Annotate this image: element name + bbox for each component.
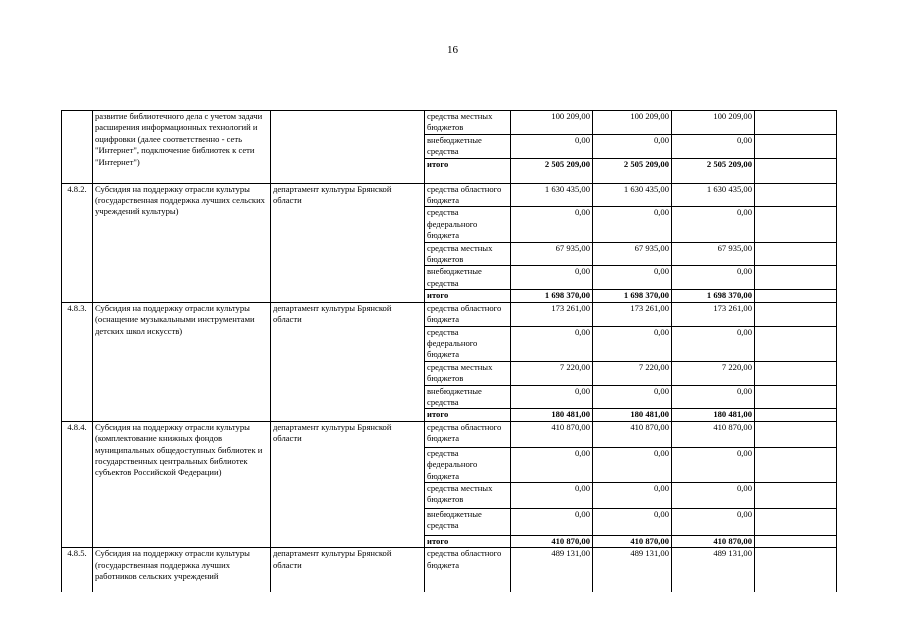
amount-cell: 0,00 [672,508,755,535]
amount-cell: 173 261,00 [593,302,672,326]
funding-source-cell: внебюджетные средства [425,385,511,409]
funding-source-cell: внебюджетные средства [425,266,511,290]
amount-cell: 0,00 [672,207,755,242]
amount-cell: 0,00 [672,482,755,508]
amount-cell: 0,00 [593,385,672,409]
amount-cell: 2 505 209,00 [672,158,755,183]
empty-cell [755,326,837,361]
funding-source-cell: итого [425,158,511,183]
amount-cell: 410 870,00 [672,535,755,547]
amount-cell: 1 698 370,00 [672,290,755,302]
executor-cell: департамент культуры Брянской области [271,421,425,548]
amount-cell: 2 505 209,00 [593,158,672,183]
table-row [62,548,837,592]
funding-source-cell: средства федерального бюджета [425,207,511,242]
amount-cell: 0,00 [511,326,593,361]
empty-cell [755,242,837,266]
amount-cell: 0,00 [511,508,593,535]
empty-cell [755,508,837,535]
amount-cell: 0,00 [511,447,593,482]
empty-cell [755,158,837,183]
amount-cell: 100 209,00 [511,111,593,135]
amount-cell: 0,00 [511,385,593,409]
item-code-cell: 4.8.2. [62,183,93,302]
empty-cell [755,111,837,135]
event-name-cell: Субсидия на поддержку отрасли культуры (комплектование книжных фондов муниципальных общедоступных библиотек и государственных центральных библиотек субъектов Российской Федерации) [93,421,271,548]
item-code-cell [62,111,93,184]
amount-cell: 0,00 [593,326,672,361]
amount-cell: 1 630 435,00 [672,183,755,207]
amount-cell: 0,00 [672,134,755,158]
amount-cell: 489 131,00 [593,548,672,592]
amount-cell: 67 935,00 [511,242,593,266]
event-name-cell: Субсидия на поддержку отрасли культуры (оснащение музыкальными инструментами детских школ искусств) [93,302,271,421]
empty-cell [755,421,837,447]
funding-source-cell: средства местных бюджетов [425,242,511,266]
funding-source-cell: средства областного бюджета [425,548,511,592]
amount-cell: 0,00 [511,134,593,158]
table-row [62,421,837,447]
amount-cell: 100 209,00 [672,111,755,135]
amount-cell: 489 131,00 [672,548,755,592]
funding-source-cell: итого [425,409,511,421]
amount-cell: 7 220,00 [672,361,755,385]
amount-cell: 7 220,00 [593,361,672,385]
amount-cell: 0,00 [672,266,755,290]
funding-source-cell: итого [425,535,511,547]
amount-cell: 180 481,00 [672,409,755,421]
funding-source-cell: средства областного бюджета [425,302,511,326]
amount-cell: 0,00 [593,482,672,508]
executor-cell [271,111,425,184]
funding-source-cell: средства местных бюджетов [425,111,511,135]
event-name-cell: Субсидия на поддержку отрасли культуры (государственная поддержка лучших сельских учреждений культуры) [93,183,271,302]
amount-cell: 0,00 [672,447,755,482]
amount-cell: 0,00 [511,482,593,508]
amount-cell: 100 209,00 [593,111,672,135]
executor-cell: департамент культуры Брянской области [271,548,425,592]
table-row [62,302,837,326]
funding-source-cell: средства местных бюджетов [425,482,511,508]
funding-source-cell: итого [425,290,511,302]
table-row [62,183,837,207]
amount-cell: 7 220,00 [511,361,593,385]
amount-cell: 173 261,00 [511,302,593,326]
event-name-cell: развитие библиотечного дела с учетом задачи расширения информационных технологий и оцифровки (далее соответственно - сеть "Интернет", подключение библиотек к сети "Интернет") [93,111,271,184]
funding-source-cell: средства местных бюджетов [425,361,511,385]
empty-cell [755,385,837,409]
item-code-cell: 4.8.5. [62,548,93,592]
amount-cell: 67 935,00 [672,242,755,266]
funding-source-cell: средства федерального бюджета [425,326,511,361]
executor-cell: департамент культуры Брянской области [271,183,425,302]
empty-cell [755,361,837,385]
table-row [62,111,837,135]
empty-cell [755,183,837,207]
amount-cell: 67 935,00 [593,242,672,266]
amount-cell: 0,00 [593,134,672,158]
amount-cell: 1 630 435,00 [593,183,672,207]
amount-cell: 410 870,00 [593,421,672,447]
empty-cell [755,482,837,508]
amount-cell: 0,00 [672,326,755,361]
amount-cell: 0,00 [593,447,672,482]
empty-cell [755,134,837,158]
amount-cell: 410 870,00 [672,421,755,447]
amount-cell: 180 481,00 [593,409,672,421]
empty-cell [755,207,837,242]
item-code-cell: 4.8.3. [62,302,93,421]
empty-cell [755,266,837,290]
amount-cell: 0,00 [593,207,672,242]
funding-source-cell: внебюджетные средства [425,134,511,158]
amount-cell: 489 131,00 [511,548,593,592]
funding-source-cell: средства областного бюджета [425,421,511,447]
empty-cell [755,548,837,592]
empty-cell [755,290,837,302]
amount-cell: 1 698 370,00 [593,290,672,302]
table-body [62,111,837,592]
funding-source-cell: внебюджетные средства [425,508,511,535]
amount-cell: 0,00 [593,266,672,290]
amount-cell: 1 698 370,00 [511,290,593,302]
amount-cell: 0,00 [672,385,755,409]
amount-cell: 1 630 435,00 [511,183,593,207]
amount-cell: 180 481,00 [511,409,593,421]
amount-cell: 410 870,00 [511,535,593,547]
executor-cell: департамент культуры Брянской области [271,302,425,421]
empty-cell [755,535,837,547]
funding-source-cell: средства федерального бюджета [425,447,511,482]
amount-cell: 173 261,00 [672,302,755,326]
empty-cell [755,447,837,482]
funding-source-cell: средства областного бюджета [425,183,511,207]
page-number: 16 [447,44,458,56]
item-code-cell: 4.8.4. [62,421,93,548]
budget-table [61,110,837,592]
amount-cell: 410 870,00 [593,535,672,547]
empty-cell [755,302,837,326]
empty-cell [755,409,837,421]
event-name-cell: Субсидия на поддержку отрасли культуры (государственная поддержка лучших работников сельских учреждений [93,548,271,592]
amount-cell: 2 505 209,00 [511,158,593,183]
amount-cell: 0,00 [511,266,593,290]
amount-cell: 0,00 [511,207,593,242]
amount-cell: 0,00 [593,508,672,535]
amount-cell: 410 870,00 [511,421,593,447]
